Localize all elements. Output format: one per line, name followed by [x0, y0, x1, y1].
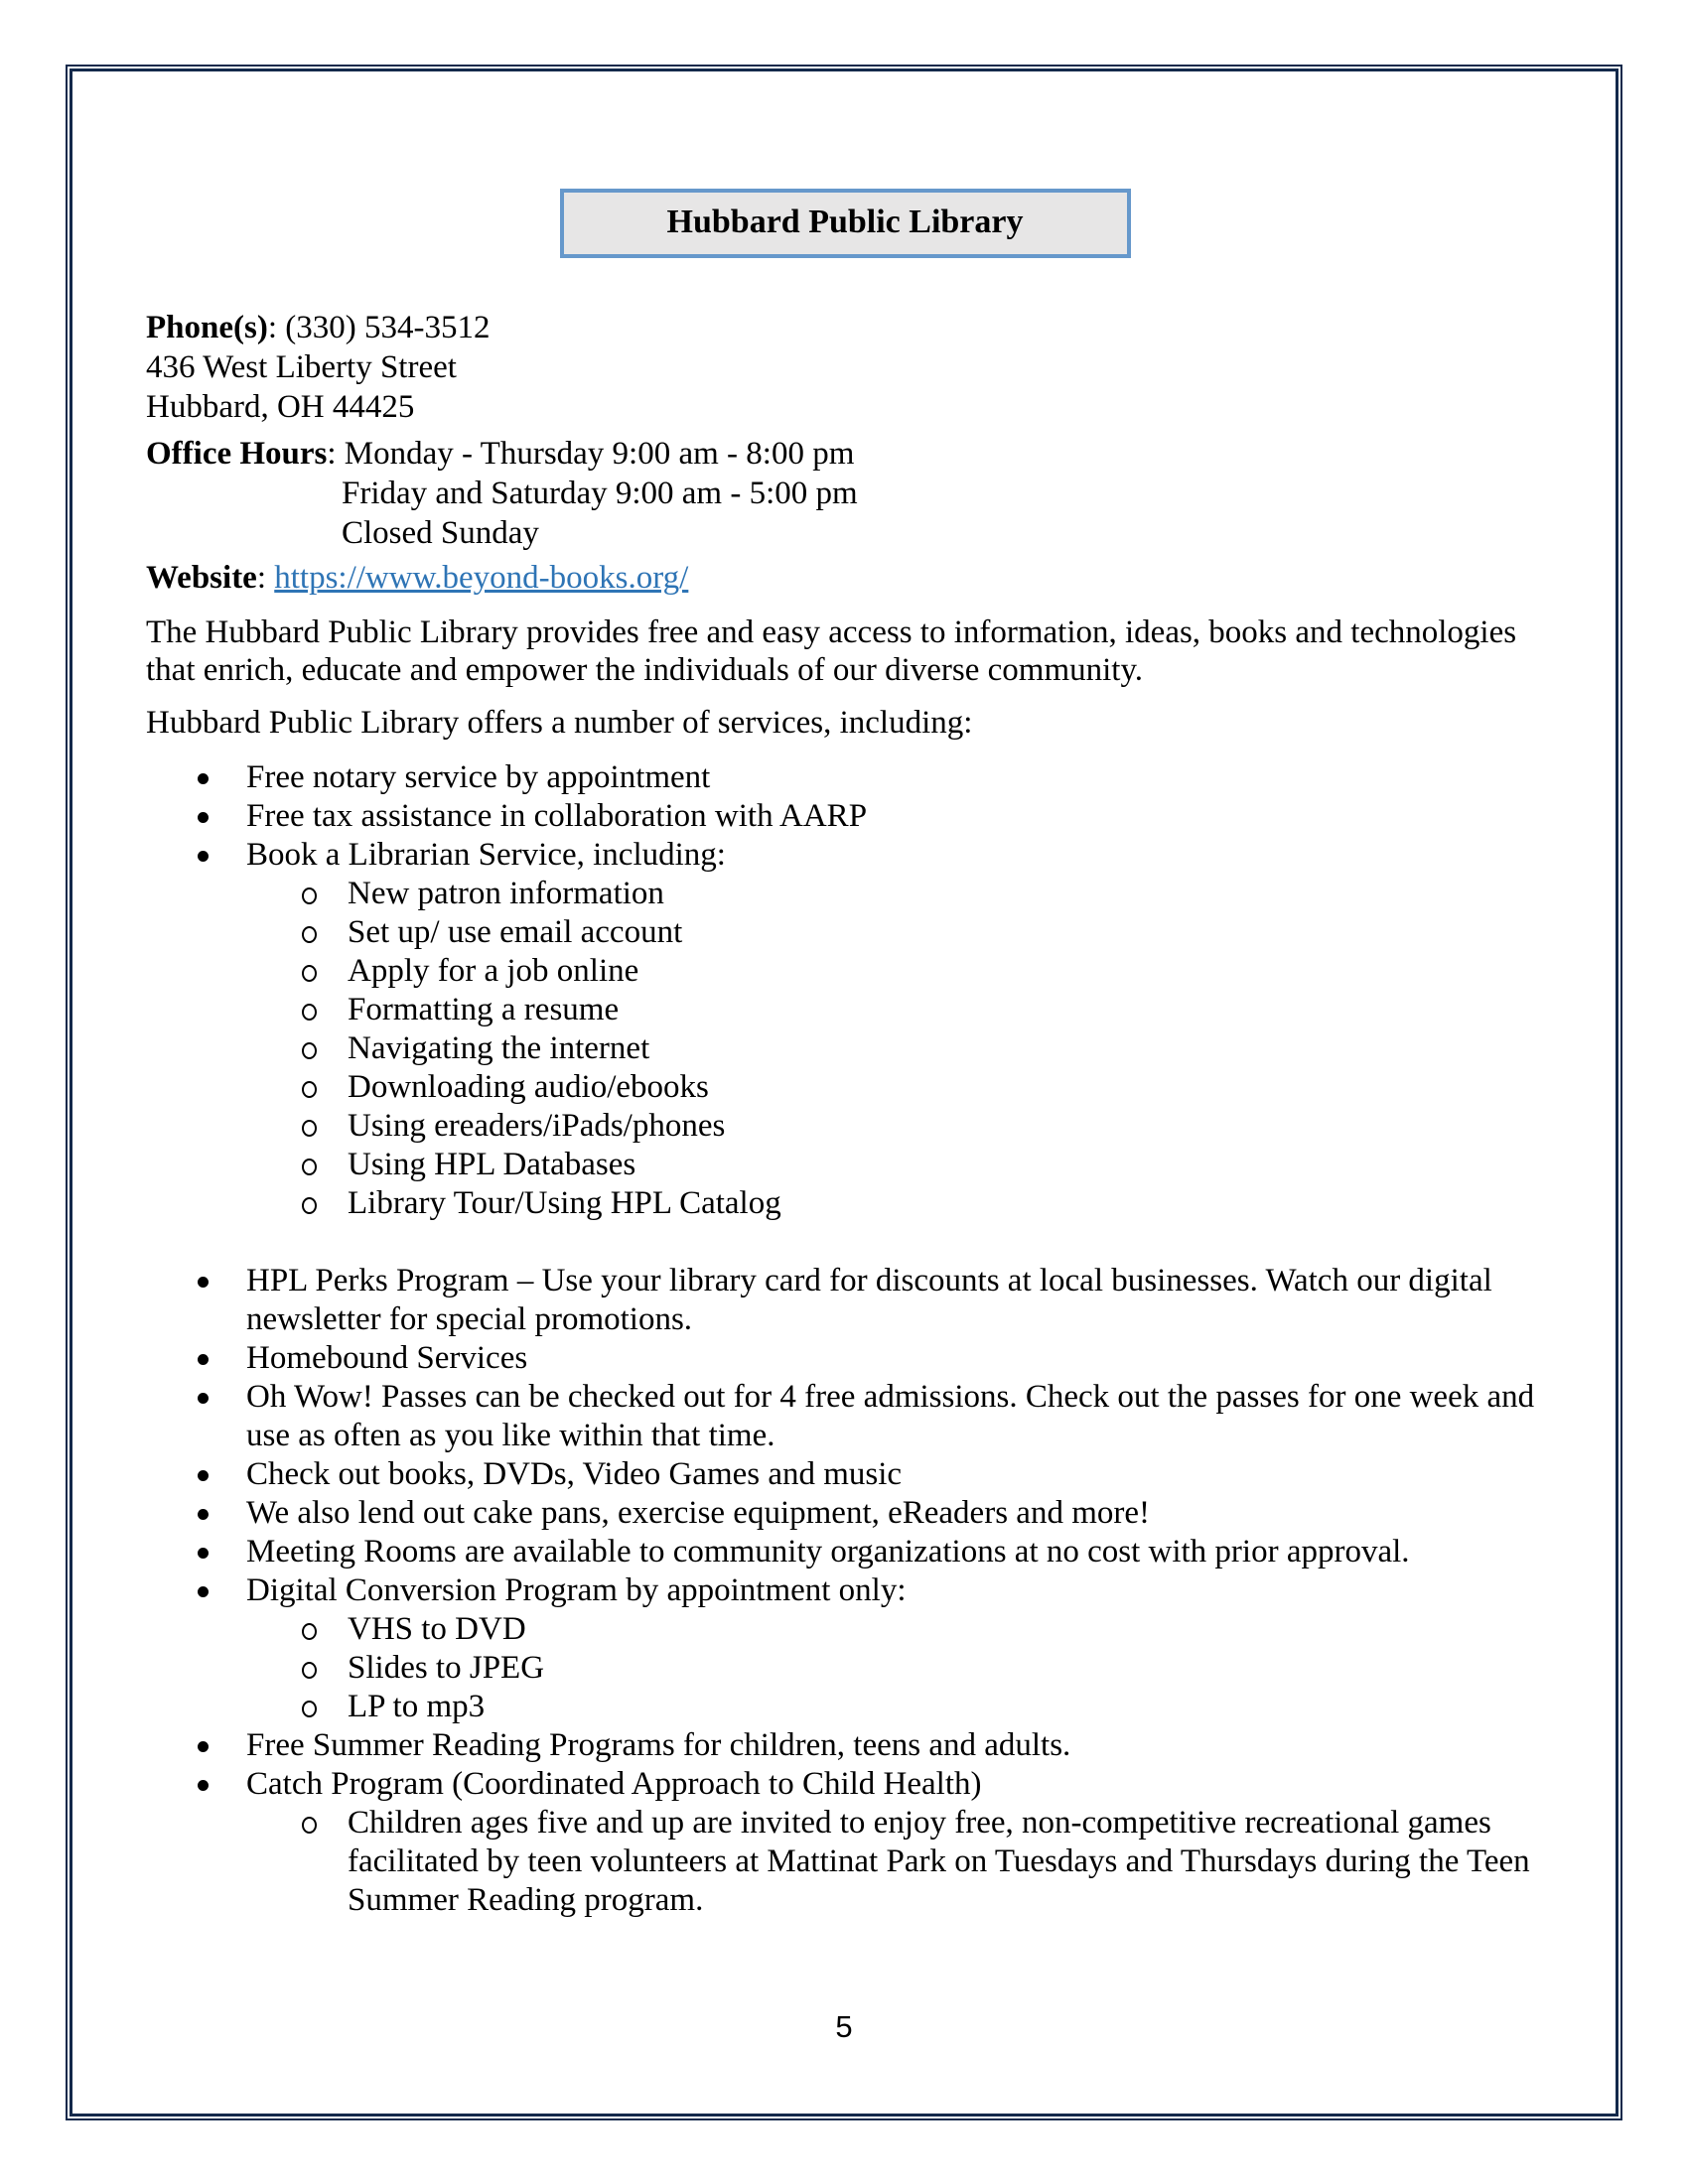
services-list: [146, 758, 1544, 1920]
list-item: [146, 758, 1544, 797]
list-item-text: New patron information: [348, 876, 664, 911]
bullet-icon: [198, 773, 209, 784]
list-item: [146, 1765, 1544, 1804]
list-item-text: HPL Perks Program – Use your library card for discounts at local businesses. Watch our digital newsletter for special promotions.: [246, 1263, 1492, 1337]
circle-bullet-icon: [302, 887, 317, 904]
bullet-icon: [198, 1586, 209, 1597]
circle-bullet-icon: [302, 1004, 317, 1021]
website-line: [146, 558, 1544, 598]
list-item: [146, 952, 1544, 991]
list-item: [146, 1533, 1544, 1571]
list-item: [146, 1610, 1544, 1649]
phone-value: : (330) 534-3512: [267, 310, 491, 345]
address-line-2: Hubbard, OH 44425: [146, 389, 415, 425]
list-item-text: VHS to DVD: [348, 1611, 526, 1647]
office-hours-line-2: Friday and Saturday 9:00 am - 5:00 pm: [342, 476, 858, 511]
list-item-text: Free notary service by appointment: [246, 759, 711, 795]
bullet-icon: [198, 1354, 209, 1365]
circle-bullet-icon: [302, 1120, 317, 1137]
page-content: [146, 0, 1544, 1920]
bullet-icon: [198, 1470, 209, 1481]
bullet-icon: [198, 1741, 209, 1752]
list-item: [146, 991, 1544, 1029]
circle-bullet-icon: [302, 1042, 317, 1059]
circle-bullet-icon: [302, 1081, 317, 1098]
list-item-text: Navigating the internet: [348, 1030, 650, 1066]
list-item: [146, 1107, 1544, 1146]
list-item-text: Homebound Services: [246, 1340, 528, 1376]
office-hours-line-3: Closed Sunday: [342, 515, 539, 551]
bullet-icon: [198, 1277, 209, 1288]
title-box-wrapper: [146, 189, 1544, 258]
list-item-text: Oh Wow! Passes can be checked out for 4 free admissions. Check out the passes for one week and use as often as you like within that time.: [246, 1379, 1535, 1453]
list-item-text: Catch Program (Coordinated Approach to Child Health): [246, 1766, 982, 1802]
list-item: [146, 1494, 1544, 1533]
list-item: [146, 1184, 1544, 1223]
circle-bullet-icon: [302, 965, 317, 982]
list-item: [146, 836, 1544, 875]
website-separator: :: [256, 560, 275, 596]
list-item-text: Library Tour/Using HPL Catalog: [348, 1185, 781, 1221]
circle-bullet-icon: [302, 1662, 317, 1679]
list-item-text: Book a Librarian Service, including:: [246, 837, 726, 873]
list-item-text: We also lend out cake pans, exercise equipment, eReaders and more!: [246, 1495, 1150, 1531]
phone-label: Phone(s): [146, 310, 268, 345]
list-item-text: LP to mp3: [348, 1689, 486, 1724]
list-item-text: Check out books, DVDs, Video Games and music: [246, 1456, 903, 1492]
office-hours-label: Office Hours: [146, 436, 328, 472]
list-item: [146, 1804, 1544, 1920]
list-item: [146, 1339, 1544, 1378]
list-item-text: Slides to JPEG: [348, 1650, 545, 1686]
phone-line: [146, 308, 1544, 347]
list-item-text: Using ereaders/iPads/phones: [348, 1108, 726, 1144]
mission-paragraph: The Hubbard Public Library provides free and easy access to information, ideas, books and technologies that enrich, educate and empower the individuals of our diverse community.: [146, 614, 1517, 688]
office-hours-line-1: : Monday - Thursday 9:00 am - 8:00 pm: [327, 436, 855, 472]
contact-block: [146, 308, 1544, 427]
list-item: [146, 1726, 1544, 1765]
list-item: [146, 797, 1544, 836]
list-item: [146, 875, 1544, 913]
list-item: [146, 1262, 1544, 1339]
page-title: Hubbard Public Library: [560, 189, 1131, 258]
list-item: [146, 1029, 1544, 1068]
circle-bullet-icon: [302, 1817, 317, 1834]
bullet-icon: [198, 1393, 209, 1404]
list-item: [146, 913, 1544, 952]
bullet-icon: [198, 1509, 209, 1520]
page-number: 5: [835, 2009, 853, 2044]
list-item: [146, 1146, 1544, 1184]
list-item-text: Formatting a resume: [348, 992, 620, 1027]
address-line-1: 436 West Liberty Street: [146, 349, 457, 385]
bullet-icon: [198, 1548, 209, 1559]
list-item-text: Using HPL Databases: [348, 1147, 636, 1182]
list-item-text: Apply for a job online: [348, 953, 639, 989]
list-item: [146, 1688, 1544, 1726]
list-item: [146, 1571, 1544, 1610]
list-item: [146, 1649, 1544, 1688]
list-item-text: Meeting Rooms are available to community organizations at no cost with prior approval.: [246, 1534, 1410, 1570]
circle-bullet-icon: [302, 1701, 317, 1717]
services-heading: Hubbard Public Library offers a number of services, including:: [146, 705, 973, 741]
bullet-icon: [198, 812, 209, 823]
list-item-text: Digital Conversion Program by appointment only:: [246, 1572, 907, 1608]
circle-bullet-icon: [302, 1197, 317, 1214]
list-item-text: Free Summer Reading Programs for children, teens and adults.: [246, 1727, 1071, 1763]
circle-bullet-icon: [302, 1623, 317, 1640]
bullet-icon: [198, 1780, 209, 1791]
circle-bullet-icon: [302, 1159, 317, 1175]
bullet-icon: [198, 851, 209, 862]
website-link[interactable]: https://www.beyond-books.org/: [274, 560, 689, 596]
website-label: Website: [146, 560, 257, 596]
list-item: [146, 1378, 1544, 1455]
list-item-text: Downloading audio/ebooks: [348, 1069, 709, 1105]
list-item-text: Children ages five and up are invited to enjoy free, non-competitive recreational games facilitated by teen volunteers at Mattinat Park on Tuesdays and Thursdays during the Teen Summer Reading program.: [348, 1805, 1530, 1918]
list-item: [146, 1455, 1544, 1494]
office-hours-block: [146, 434, 1544, 553]
circle-bullet-icon: [302, 926, 317, 943]
list-item-text: Free tax assistance in collaboration with AARP: [246, 798, 868, 834]
list-item-text: Set up/ use email account: [348, 914, 683, 950]
list-item: [146, 1068, 1544, 1107]
